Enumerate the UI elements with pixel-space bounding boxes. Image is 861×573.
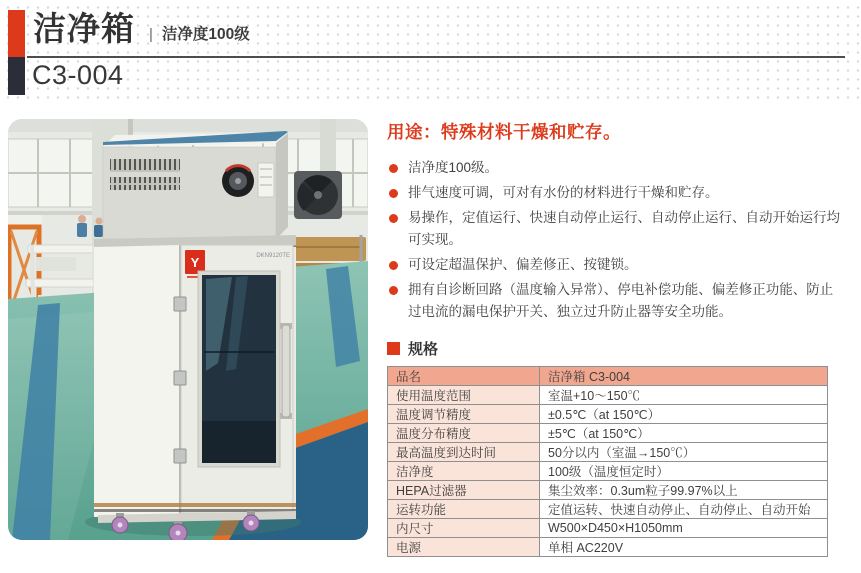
spec-label: 最高温度到达时间 [388,443,540,462]
spec-row [388,386,828,405]
logo-letter: Y [190,255,200,270]
title-line [33,8,250,50]
spec-header-value: 洁净箱 C3-004 [540,367,828,386]
machine-model-label: DKN9120TE [256,253,290,259]
usage-bullet [387,279,845,323]
controller-unit [103,131,288,239]
spec-header-label: 品名 [388,367,540,386]
spec-section-heading [387,338,845,359]
spec-value: 50分以内（室温→150℃） [540,443,828,462]
spec-row [388,462,828,481]
usage-bullet-text: 易操作，定值运行、快速自动停止运行、自动停止运行、自动开始运行均可实现。 [408,210,840,247]
spec-value: W500×D450×H1050mm [540,519,828,538]
content-column [387,119,845,557]
page-title: 洁净箱 [33,10,135,47]
page-header [0,0,861,100]
spec-row [388,538,828,557]
spec-table [387,366,828,557]
usage-bullet-text: 拥有自诊断回路（温度输入异常）、停电补偿功能、偏差修正功能、防止过电流的漏电保护开关、独立过升防止器等安全功能。 [408,282,834,319]
spec-row [388,443,828,462]
usage-heading: 用途：特殊材料干燥和贮存。 [387,122,621,142]
usage-bullet-list [387,157,845,323]
spec-label: 电源 [388,538,540,557]
door-window [198,271,280,467]
spec-value: ±0.5℃（at 150℃） [540,405,828,424]
spec-label: 温度分布精度 [388,424,540,443]
cabinet-body [94,235,296,523]
bullet-dot-icon [389,261,398,270]
door-handle [280,323,292,419]
clean-box-machine [94,131,296,540]
control-label-panel [258,163,274,197]
product-photo [8,119,368,540]
title-accent-bar [8,10,25,57]
spec-row [388,481,828,500]
usage-bullet-text: 洁净度100级。 [408,160,499,175]
header-rule [27,56,845,58]
spec-row [388,500,828,519]
product-photo-illustration [8,119,368,540]
spec-row [388,424,828,443]
bullet-dot-icon [389,286,398,295]
usage-bullet [387,254,845,276]
vent-grille [110,159,180,172]
spec-label: HEPA过滤器 [388,481,540,500]
usage-bullet [387,207,845,251]
spec-label: 内尺寸 [388,519,540,538]
spec-value: 室温+10～150℃ [540,386,828,405]
spec-label: 洁净度 [388,462,540,481]
spec-label: 运转功能 [388,500,540,519]
bullet-dot-icon [389,164,398,173]
usage-bullet [387,182,845,204]
bullet-dot-icon [389,214,398,223]
model-accent-bar [8,57,25,95]
control-knob [222,165,254,197]
usage-bullet-text: 可设定超温保护、偏差修正、按键锁。 [408,257,638,272]
usage-bullet-text: 排气速度可调，可对有水份的材料进行干燥和贮存。 [408,185,719,200]
title-separator: | [149,26,153,43]
spec-value: 集尘效率：0.3um粒子99.97%以上 [540,481,828,500]
section-square-icon [387,342,400,355]
spec-row [388,519,828,538]
bullet-dot-icon [389,189,398,198]
spec-value: 单相 AC220V [540,538,828,557]
exhaust-fan [294,171,342,219]
spec-header-row [388,367,828,386]
vent-grille [110,177,180,190]
model-number: C3-004 [32,60,124,90]
usage-bullet [387,157,845,179]
page-subtitle: 洁净度100级 [161,26,250,43]
spec-value: 100级（温度恒定时） [540,462,828,481]
spec-heading-text: 规格 [408,341,439,358]
spec-label: 使用温度范围 [388,386,540,405]
spec-row [388,405,828,424]
spec-value: ±5℃（at 150℃） [540,424,828,443]
spec-label: 温度调节精度 [388,405,540,424]
spec-value: 定值运转、快速自动停止、自动停止、自动开始 [540,500,828,519]
